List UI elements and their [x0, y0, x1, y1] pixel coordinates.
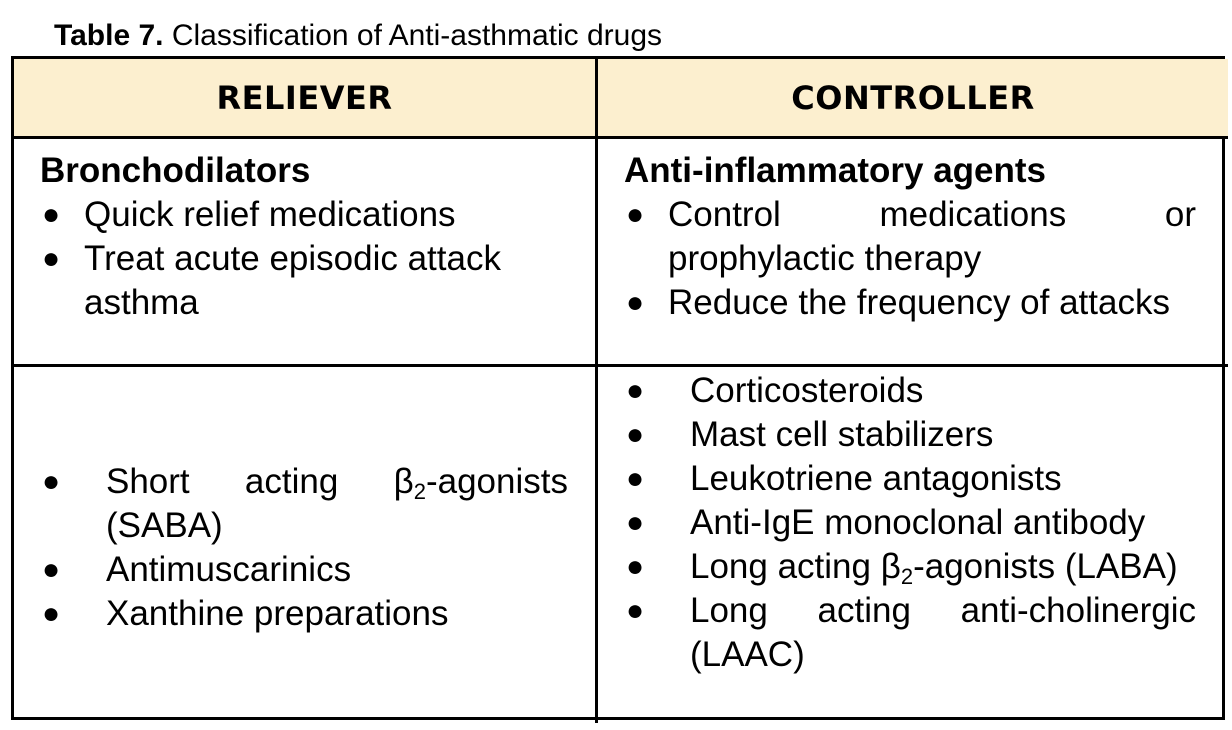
bullet-icon: ● — [42, 553, 61, 586]
list-item: ● Treat acute episodic attack asthma — [42, 239, 501, 322]
list-item: ● Control medications or prophylactic therapy — [626, 195, 1196, 278]
classification-table — [11, 56, 1225, 720]
bullet-icon: ● — [626, 462, 645, 495]
table-caption — [54, 18, 662, 54]
header-reliever: RELIEVER — [14, 59, 598, 139]
list-item: ● Xanthine preparations — [40, 592, 568, 636]
list-item: ● Anti-IgE monoclonal antibody — [624, 501, 1196, 545]
controller-heading: Anti-inflammatory agents — [624, 151, 1046, 190]
caption-text: Classification of Anti-asthmatic drugs — [171, 19, 663, 52]
bullet-icon: ● — [42, 465, 61, 498]
cell-reliever-drugs — [14, 367, 598, 723]
list-item: ● Short acting $\beta_2$-agonists (SABA) — [42, 462, 568, 545]
bullet-icon: ● — [42, 198, 61, 231]
list-item: ● Leukotriene antagonists — [624, 457, 1196, 501]
cell-reliever-bronchodilators — [14, 139, 598, 367]
cell-controller-drugs — [598, 367, 1228, 723]
bullet-icon: ● — [626, 374, 645, 407]
caption-label: Table 7. — [54, 19, 164, 52]
list-item: ● Long acting anti-cholinergic (LAAC) — [626, 591, 1196, 674]
list-item: ● Long acting $\beta_2$-agonists (LABA) — [626, 547, 1178, 589]
list-item: ● Quick relief medications — [40, 193, 580, 237]
bullet-icon: ● — [42, 242, 61, 275]
list-item: ● Corticosteroids — [624, 369, 1196, 413]
bullet-icon: ● — [626, 550, 645, 583]
bullet-icon: ● — [42, 597, 61, 630]
bullet-icon: ● — [626, 418, 645, 451]
list-item: ● Mast cell stabilizers — [624, 413, 1196, 457]
list-item: ● Antimuscarinics — [40, 548, 568, 592]
list-item: ● Reduce the frequency of attacks — [624, 281, 1196, 325]
header-controller: CONTROLLER — [598, 59, 1228, 139]
bullet-icon: ● — [626, 506, 645, 539]
reliever-heading: Bronchodilators — [40, 151, 311, 190]
bullet-icon: ● — [626, 594, 645, 627]
cell-controller-anti-inflammatory — [598, 139, 1228, 367]
bullet-icon: ● — [626, 286, 645, 319]
bullet-icon: ● — [626, 198, 645, 231]
